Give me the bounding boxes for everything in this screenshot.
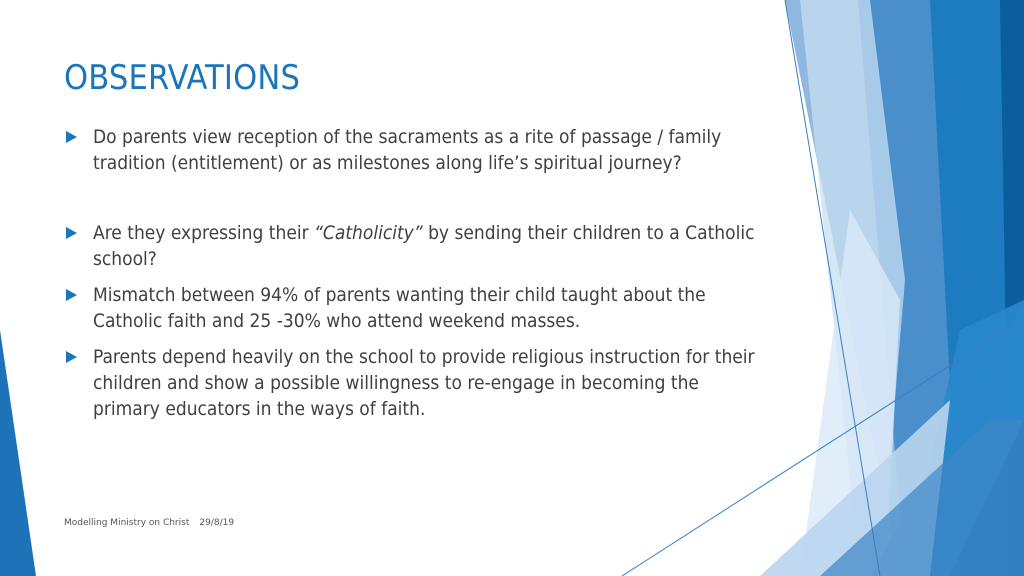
bullet-text-italic: “Catholicity” <box>314 222 423 244</box>
footer-date: 29/8/19 <box>199 518 235 528</box>
bullet-item <box>66 220 766 272</box>
bullet-arrow-icon <box>66 131 77 143</box>
bullet-text-start: Are they expressing their <box>93 222 315 244</box>
bullet-text: Mismatch between 94% of parents wanting their child taught about the Catholic faith and 25 -30% who attend weekend masses. <box>93 284 706 332</box>
bullet-item <box>66 124 766 176</box>
slide-footer <box>64 518 234 528</box>
bullet-text <box>93 220 766 272</box>
bullet-arrow-icon <box>66 227 77 239</box>
slide-title: OBSERVATIONS <box>64 58 301 98</box>
bullet-item <box>66 344 766 422</box>
bullet-text-end: by sending their children to a Catholic school? <box>93 222 755 270</box>
bullet-arrow-icon <box>66 289 77 301</box>
bullet-text: Do parents view reception of the sacraments as a rite of passage / family tradition (entitlement) or as milestones along life’s spiritual journey? <box>93 126 722 174</box>
bullet-text: Parents depend heavily on the school to provide religious instruction for their children and show a possible willingness to re-engage in becoming the primary educators in the ways of faith. <box>93 346 755 420</box>
bullet-arrow-icon <box>66 351 77 363</box>
bullet-list <box>66 124 766 422</box>
left-facet <box>0 330 36 576</box>
footer-label: Modelling Ministry on Christ <box>64 518 190 528</box>
bullet-item <box>66 282 766 334</box>
